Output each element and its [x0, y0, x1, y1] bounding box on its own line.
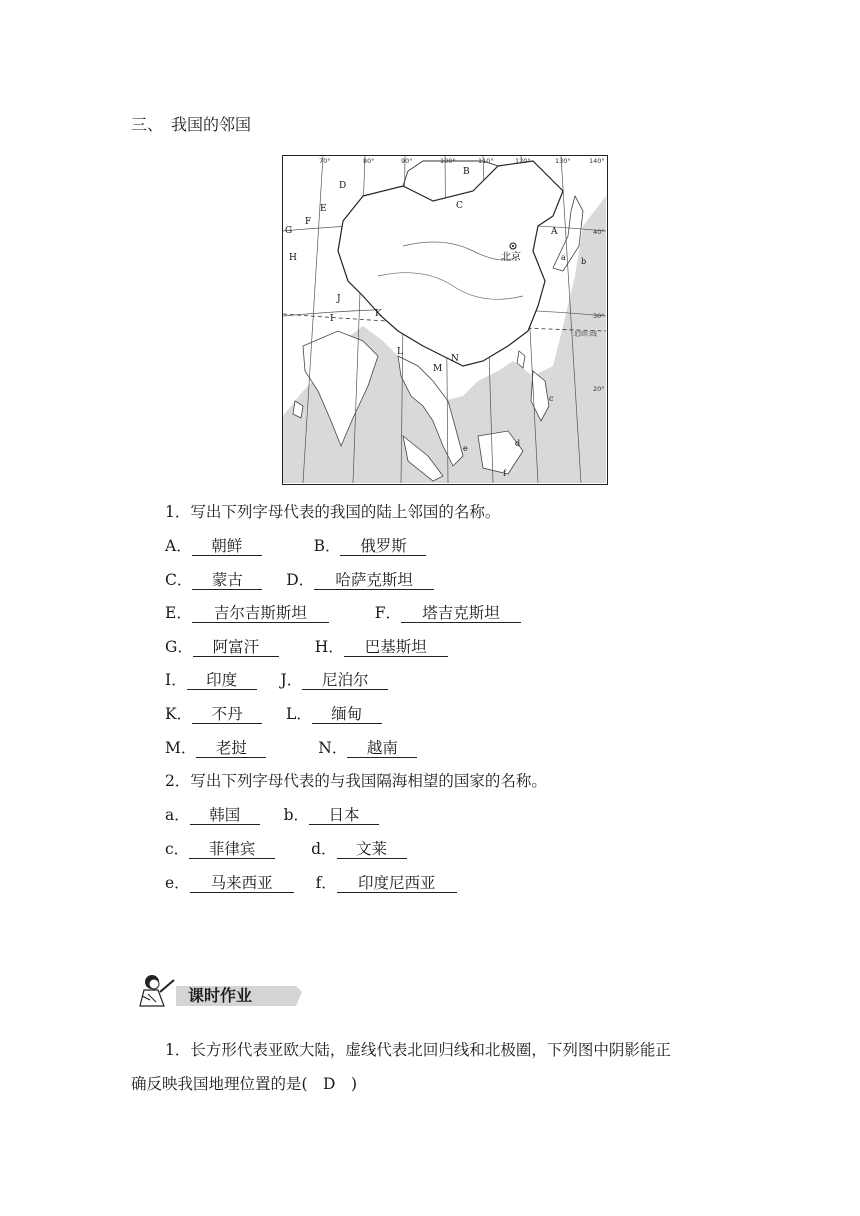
item-label: e． [165, 874, 190, 892]
item-label: C． [165, 571, 193, 589]
letter-d: d [515, 439, 521, 448]
item-label: H． [314, 638, 344, 656]
homework-q1-line1: 1．长方形代表亚欧大陆，虚线代表北回归线和北极圈，下列图中阴影能正 [165, 1041, 671, 1059]
answer-blank: 老挝 [196, 739, 266, 758]
answer-blank: 阿富汗 [193, 638, 279, 657]
answer-blank: 塔吉克斯坦 [401, 604, 521, 623]
item-label: N． [318, 739, 348, 757]
homework-title: 课时作业 [188, 986, 253, 1005]
q2-prompt: 2．写出下列字母代表的与我国隔海相望的国家的名称。 [165, 772, 547, 790]
item-label: a． [165, 806, 190, 824]
letter-K: K [375, 309, 382, 319]
letter-E: E [320, 204, 327, 214]
q1-row [165, 534, 426, 556]
letter-b: b [581, 257, 587, 266]
letter-f: f [503, 469, 506, 478]
homework-banner [136, 972, 306, 1012]
item-label: f． [315, 874, 337, 892]
answer-blank: 日本 [309, 806, 379, 825]
capital-label: 北京 [501, 252, 521, 263]
letter-A: A [551, 227, 558, 237]
letter-D: D [339, 181, 347, 191]
letter-a: a [561, 253, 566, 262]
letter-I: I [330, 314, 334, 324]
item-label: I． [165, 671, 187, 689]
letter-e: e [463, 444, 468, 453]
letter-J: J [337, 294, 341, 304]
letter-N: N [451, 354, 459, 364]
q1-row [165, 635, 448, 657]
item-label: b． [283, 806, 310, 824]
lon-label: 90° [401, 157, 413, 165]
lon-label: 130° [555, 157, 571, 165]
lon-label: 110° [478, 157, 494, 165]
answer-blank: 菲律宾 [189, 840, 275, 859]
answer-blank: 蒙古 [192, 571, 262, 590]
letter-F: F [305, 217, 312, 227]
answer-blank: 尼泊尔 [302, 671, 388, 690]
item-label: E． [165, 604, 192, 622]
q2-row [165, 837, 407, 859]
homework-q1-line2: 确反映我国地理位置的是( D ) [131, 1075, 358, 1093]
lat-label: 40° [593, 228, 605, 236]
item-label: M． [165, 739, 197, 757]
q1-prompt: 1．写出下列字母代表的我国的陆上邻国的名称。 [165, 503, 501, 521]
answer-blank: 越南 [347, 739, 417, 758]
item-label: J． [280, 671, 303, 689]
item-label: G． [165, 638, 193, 656]
q1-row [165, 736, 417, 758]
letter-C: C [456, 201, 463, 211]
item-label: D． [286, 571, 315, 589]
lon-label: 100° [440, 157, 456, 165]
letter-G: G [285, 226, 293, 236]
answer-blank: 文莱 [337, 840, 407, 859]
neighbor-countries-map [282, 155, 608, 485]
answer-blank: 印度尼西亚 [337, 874, 457, 893]
tropic-label: 北回归线 [573, 331, 598, 338]
item-label: c． [165, 840, 190, 858]
letter-B: B [463, 167, 470, 177]
letter-M: M [433, 364, 443, 374]
answer-blank: 马来西亚 [190, 874, 294, 893]
answer-blank: 不丹 [192, 705, 262, 724]
lon-label: 70° [319, 157, 331, 165]
answer-blank: 朝鲜 [192, 537, 262, 556]
letter-c: c [549, 394, 554, 403]
q1-row [165, 668, 388, 690]
item-label: K． [165, 705, 193, 723]
answer-blank: 印度 [187, 671, 257, 690]
answer-blank: 俄罗斯 [340, 537, 426, 556]
answer-blank: 哈萨克斯坦 [314, 571, 434, 590]
q1-row [165, 568, 434, 590]
lon-label: 80° [363, 157, 375, 165]
item-label: B． [313, 537, 341, 555]
q2-row [165, 803, 379, 825]
answer-blank: 缅甸 [312, 705, 382, 724]
answer-blank: 韩国 [190, 806, 260, 825]
lon-label: 120° [515, 157, 531, 165]
item-label: F． [374, 604, 401, 622]
answer-blank: 巴基斯坦 [344, 638, 448, 657]
letter-L: L [397, 347, 403, 357]
section-title: 三、 我国的邻国 [131, 115, 252, 134]
lat-label: 30° [593, 312, 605, 320]
lon-label: 140° [589, 157, 605, 165]
map-svg [283, 156, 606, 483]
q2-row [165, 871, 457, 893]
q1-row [165, 601, 521, 623]
item-label: d． [311, 840, 337, 858]
lat-label: 20° [593, 385, 605, 393]
letter-H: H [289, 253, 297, 263]
answer-blank: 吉尔吉斯斯坦 [192, 604, 329, 623]
q1-row [165, 702, 382, 724]
item-label: A． [165, 537, 192, 555]
item-label: L． [285, 705, 312, 723]
